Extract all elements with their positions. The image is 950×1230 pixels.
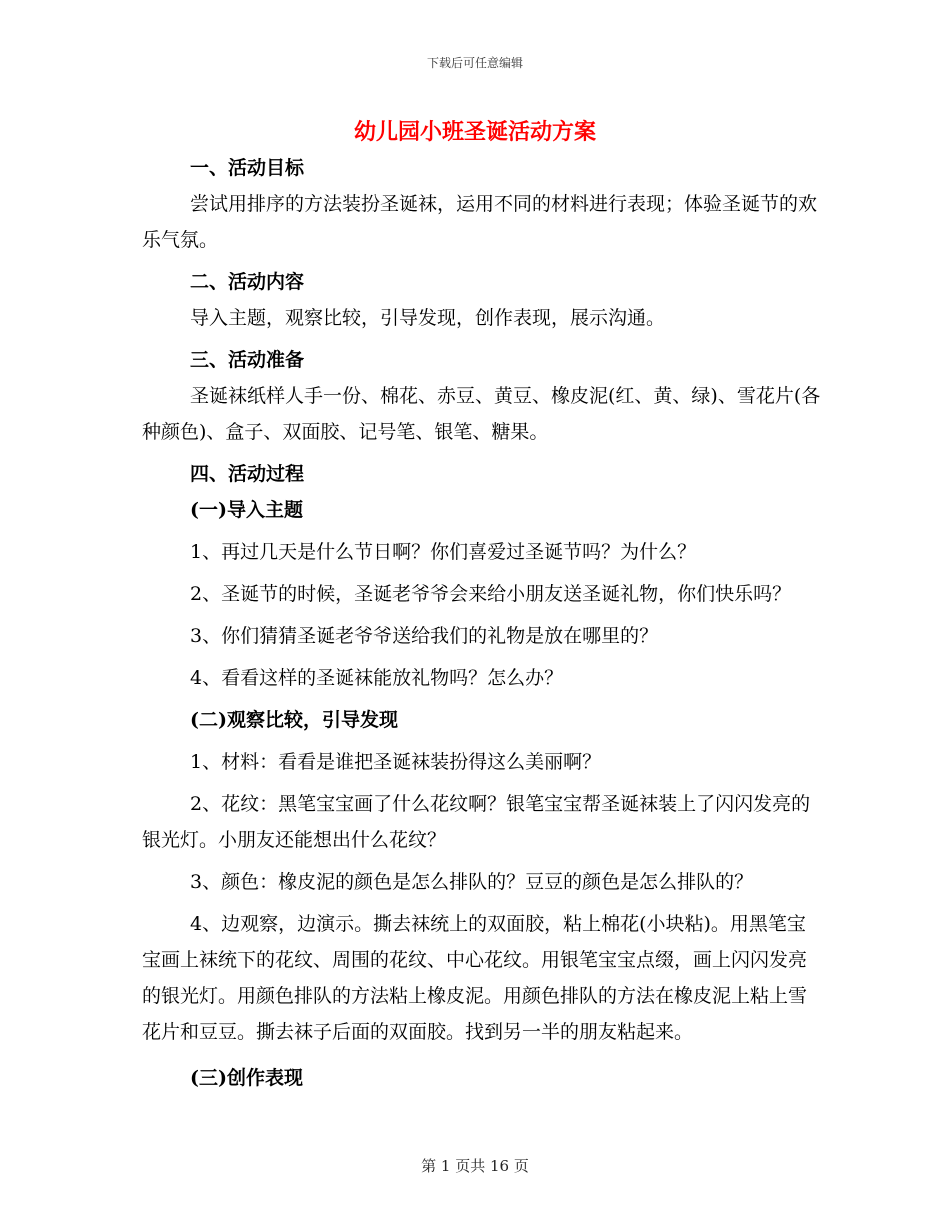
subsection-heading-3: (三)创作表现 [190, 1067, 303, 1089]
paragraph-goal: 尝试用排序的方法装扮圣诞袜，运用不同的材料进行表现；体验圣诞节的欢乐气氛。 [142, 193, 818, 251]
paragraph-content: 导入主题，观察比较，引导发现，创作表现，展示沟通。 [190, 307, 666, 329]
list-item: 2、花纹：黑笔宝宝画了什么花纹啊？银笔宝宝帮圣诞袜装上了闪闪发亮的银光灯。小朋友还能想出什么花纹？ [142, 793, 811, 851]
section-heading-goal: 一、活动目标 [190, 157, 305, 179]
header-note: 下载后可任意编辑 [426, 56, 523, 70]
list-item: 1、材料：看看是谁把圣诞袜装扮得这么美丽啊？ [190, 751, 602, 773]
list-item: 4、边观察，边演示。撕去袜统上的双面胶，粘上棉花(小块粘)。用黑笔宝宝画上袜统下的花纹、周围的花纹、中心花纹。用银笔宝宝点缀，画上闪闪发亮的银光灯。用颜色排队的方法粘上橡皮泥。用颜色排队的方法在橡皮泥上粘上雪花片和豆豆。撕去袜子后面的双面胶。找到另一半的朋友粘起来。 [142, 913, 808, 1043]
section-heading-content: 二、活动内容 [190, 271, 305, 293]
subsection-heading-2: (二)观察比较，引导发现 [190, 709, 398, 731]
document-body [142, 150, 822, 1096]
document-title: 幼儿园小班圣诞活动方案 [353, 119, 596, 145]
list-item: 3、你们猜猜圣诞老爷爷送给我们的礼物是放在哪里的？ [190, 625, 659, 647]
list-item: 2、圣诞节的时候，圣诞老爷爷会来给小朋友送圣诞礼物，你们快乐吗？ [190, 583, 792, 605]
list-item: 3、颜色：橡皮泥的颜色是怎么排队的？豆豆的颜色是怎么排队的？ [190, 871, 754, 893]
section-heading-prep: 三、活动准备 [190, 349, 305, 371]
section-heading-process: 四、活动过程 [190, 463, 305, 485]
list-item: 4、看看这样的圣诞袜能放礼物吗？怎么办？ [190, 667, 564, 689]
paragraph-prep: 圣诞袜纸样人手一份、棉花、赤豆、黄豆、橡皮泥(红、黄、绿)、雪花片(各种颜色)、盒子、双面胶、记号笔、银笔、糖果。 [142, 385, 821, 443]
page-footer: 第 1 页共 16 页 [421, 1157, 529, 1175]
list-item: 1、再过几天是什么节日啊？你们喜爱过圣诞节吗？为什么？ [190, 541, 697, 563]
subsection-heading-1: (一)导入主题 [190, 499, 303, 521]
